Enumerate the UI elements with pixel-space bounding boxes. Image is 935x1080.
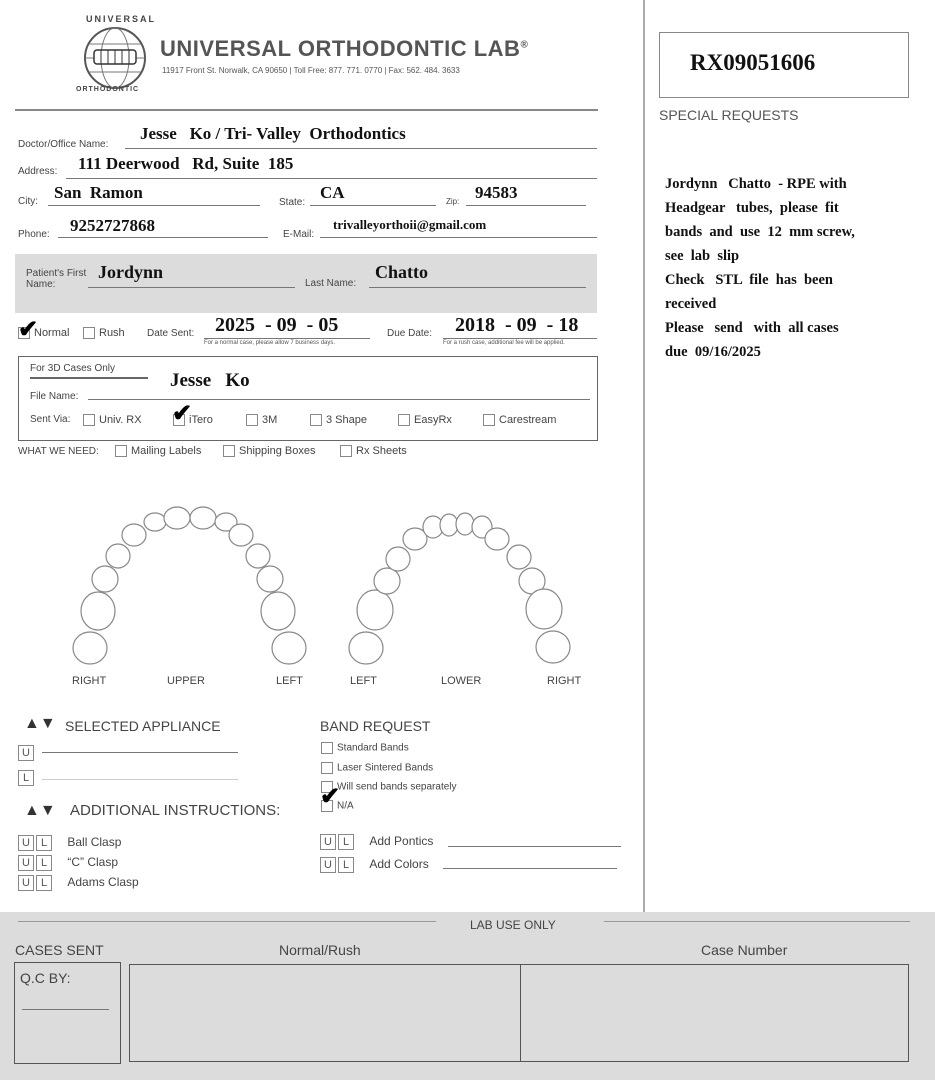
case-number-label: Case Number [701,942,788,958]
phone-value[interactable]: 9252727868 [70,216,155,235]
need-rx-sheets[interactable] [340,445,407,457]
upper-arch [73,507,306,664]
email-line [320,237,597,238]
sent-via-3shape[interactable] [310,414,367,426]
itero-check-icon: ✔ [172,400,193,427]
three-d-heading: For 3D Cases Only [30,363,116,374]
zip-value[interactable]: 94583 [475,183,518,202]
lower-right-label: RIGHT [547,675,582,687]
special-line: Please send with all cases [665,320,839,336]
lab-use-rule-left [18,921,436,922]
add-pontics[interactable] [320,834,433,850]
carestream-label: Carestream [499,414,557,426]
c-l-box[interactable]: L [36,855,52,871]
rx-sheets-checkbox[interactable] [340,445,352,457]
due-date-line [443,338,597,339]
add-colors-line [443,868,617,869]
email-label: E-Mail: [283,229,315,240]
selected-appliance-heading: SELECTED APPLIANCE [65,718,221,734]
special-requests-heading: SPECIAL REQUESTS [659,107,799,123]
normal-rush-box[interactable] [129,964,521,1062]
page-divider [643,0,645,912]
lower-label: LOWER [441,675,482,687]
patient-last-line [369,287,586,288]
need-mailing-labels[interactable] [115,445,201,457]
date-sent-note: For a normal case, please allow 7 business days. [204,340,336,346]
carestream-checkbox[interactable] [483,414,495,426]
due-date-note: For a rush case, additional fee will be applied. [443,340,565,346]
address-label: Address: [18,166,58,177]
special-line: received [665,296,717,312]
mailing-labels-checkbox[interactable] [115,445,127,457]
state-label: State: [279,197,306,208]
clasp-ball[interactable] [18,835,121,851]
standard-bands-checkbox[interactable] [321,742,333,754]
additional-heading: ADDITIONAL INSTRUCTIONS: [70,802,281,819]
patient-first-label-text: Patient's First Name: [26,268,87,290]
special-line: see lab slip [665,248,740,264]
univ-rx-label: Univ. RX [99,414,142,426]
easyrx-checkbox[interactable] [398,414,410,426]
c-clasp-label: “C” Clasp [67,855,119,869]
shipping-boxes-checkbox[interactable] [223,445,235,457]
c-u-box[interactable]: U [18,855,34,871]
ball-l-box[interactable]: L [36,835,52,851]
rx-number: RX09051606 [690,50,816,75]
lower-arch [349,513,570,664]
colors-l-box[interactable]: L [338,857,354,873]
3shape-label: 3 Shape [326,414,367,426]
standard-bands-label: Standard Bands [337,742,409,754]
doctor-line [125,148,597,149]
easyrx-label: EasyRx [414,414,452,426]
patient-first-label [26,268,91,290]
special-line: Jordynn Chatto - RPE with [665,176,847,192]
clasp-adams[interactable] [18,875,139,891]
ball-u-box[interactable]: U [18,835,34,851]
appliance-lower[interactable] [18,768,36,786]
na-label: N/A [337,800,354,812]
due-date-value[interactable]: 2018 - 09 - 18 [455,314,579,336]
pontics-l-box[interactable]: L [338,834,354,850]
adams-u-box[interactable]: U [18,875,34,891]
need-shipping-boxes[interactable] [223,445,315,457]
shipping-boxes-label: Shipping Boxes [239,445,316,457]
patient-last-value[interactable]: Chatto [375,262,428,282]
address-line [66,178,597,179]
sent-via-3m[interactable] [246,414,277,426]
appliance-l-box[interactable]: L [18,770,34,786]
univ-rx-checkbox[interactable] [83,414,95,426]
add-pontics-label: Add Pontics [369,834,434,848]
case-number-box[interactable] [520,964,909,1062]
pontics-u-box[interactable]: U [320,834,336,850]
clasp-c[interactable] [18,855,118,871]
upper-left-label: LEFT [276,675,303,687]
special-line: Headgear tubes, please fit [665,200,839,216]
additional-arrows-icon: ▲▼ [24,802,56,819]
doctor-value[interactable]: Jesse Ko / Tri- Valley Orthodontics [140,124,406,143]
appliance-upper-line [42,752,238,753]
lab-use-rule-right [604,921,910,922]
appliance-lower-line [42,779,238,780]
rush-option[interactable] [83,327,125,339]
special-line: due 09/16/2025 [665,344,761,360]
date-sent-label: Date Sent: [147,328,195,339]
due-date-label: Due Date: [387,328,433,339]
appliance-u-box[interactable]: U [18,745,34,761]
na-check-icon: ✔ [320,783,341,810]
registered-mark: ® [520,39,529,51]
special-requests-text [665,172,905,364]
sent-via-easyrx[interactable] [398,414,452,426]
state-line [310,205,436,206]
lower-left-label: LEFT [350,675,377,687]
patient-first-value[interactable]: Jordynn [98,262,164,282]
appliance-upper[interactable] [18,743,36,761]
teeth-chart [60,495,590,675]
rx-sheets-label: Rx Sheets [356,445,407,457]
3m-label: 3M [262,414,278,426]
adams-l-box[interactable]: L [36,875,52,891]
city-value[interactable]: San Ramon [54,183,143,202]
ball-clasp-label: Ball Clasp [67,835,122,849]
3m-checkbox[interactable] [246,414,258,426]
3shape-checkbox[interactable] [310,414,322,426]
laser-bands-label: Laser Sintered Bands [337,762,434,774]
band-separately[interactable] [321,781,457,793]
phone-line [58,237,268,238]
add-colors-label: Add Colors [369,857,429,871]
date-sent-line [204,338,370,339]
special-line: bands and use 12 mm screw, [665,224,855,240]
lab-name-text: UNIVERSAL ORTHODONTIC LAB [160,36,521,61]
band-standard[interactable] [321,742,409,754]
lab-address-line: 11917 Front St. Norwalk, CA 90650 | Toll Free: 877. 771. 0770 | Fax: 562. 484. 3633 [162,66,460,75]
band-laser[interactable] [321,762,433,774]
patient-last-label: Last Name: [305,278,357,289]
lab-use-heading: LAB USE ONLY [470,918,556,932]
file-name-line [88,399,590,400]
logo-ring-top: UNIVERSAL [86,14,157,24]
patient-first-line [88,287,295,288]
add-colors[interactable] [320,857,429,873]
zip-line [466,205,586,206]
band-request-heading: BAND REQUEST [320,718,431,734]
upper-label: UPPER [167,675,205,687]
adams-clasp-label: Adams Clasp [67,875,139,889]
sent-via-univ-rx[interactable] [83,414,142,426]
doctor-label: Doctor/Office Name: [18,139,109,150]
sent-via-label: Sent Via: [30,414,71,425]
date-sent-value[interactable]: 2025 - 09 - 05 [215,314,339,336]
add-pontics-line [448,846,621,847]
phone-label: Phone: [18,229,50,240]
rush-label: Rush [99,327,125,339]
city-line [48,205,260,206]
mailing-labels-label: Mailing Labels [131,445,202,457]
city-label: City: [18,196,38,207]
file-name-value[interactable]: Jesse Ko [170,370,250,391]
address-value[interactable]: 111 Deerwood Rd, Suite 185 [78,154,294,173]
normal-label: Normal [34,327,70,339]
file-name-label: File Name: [30,391,79,402]
laser-bands-checkbox[interactable] [321,762,333,774]
separately-label: Will send bands separately [337,781,457,793]
logo-ring-bottom: ORTHODONTIC [76,86,140,93]
qc-by-line [22,1009,109,1010]
qc-by-label: Q.C BY: [20,970,71,986]
normal-check-icon: ✔ [18,316,39,343]
what-we-need-label: WHAT WE NEED: [18,446,99,457]
email-value[interactable]: trivalleyorthoii@gmail.com [333,217,487,232]
cases-sent-label: CASES SENT [15,942,104,958]
appliance-arrows-icon: ▲▼ [24,715,56,732]
zip-label: Zip: [446,197,460,206]
header-rule [15,109,598,111]
special-line: Check STL file has been [665,272,833,288]
itero-label: iTero [189,414,213,426]
rush-checkbox[interactable] [83,327,95,339]
lab-name [160,36,528,62]
upper-right-label: RIGHT [72,675,107,687]
state-value[interactable]: CA [320,183,345,202]
three-d-heading-rule [30,377,148,379]
colors-u-box[interactable]: U [320,857,336,873]
normal-rush-label: Normal/Rush [279,942,361,958]
lab-logo [74,14,156,96]
sent-via-carestream[interactable] [483,414,556,426]
